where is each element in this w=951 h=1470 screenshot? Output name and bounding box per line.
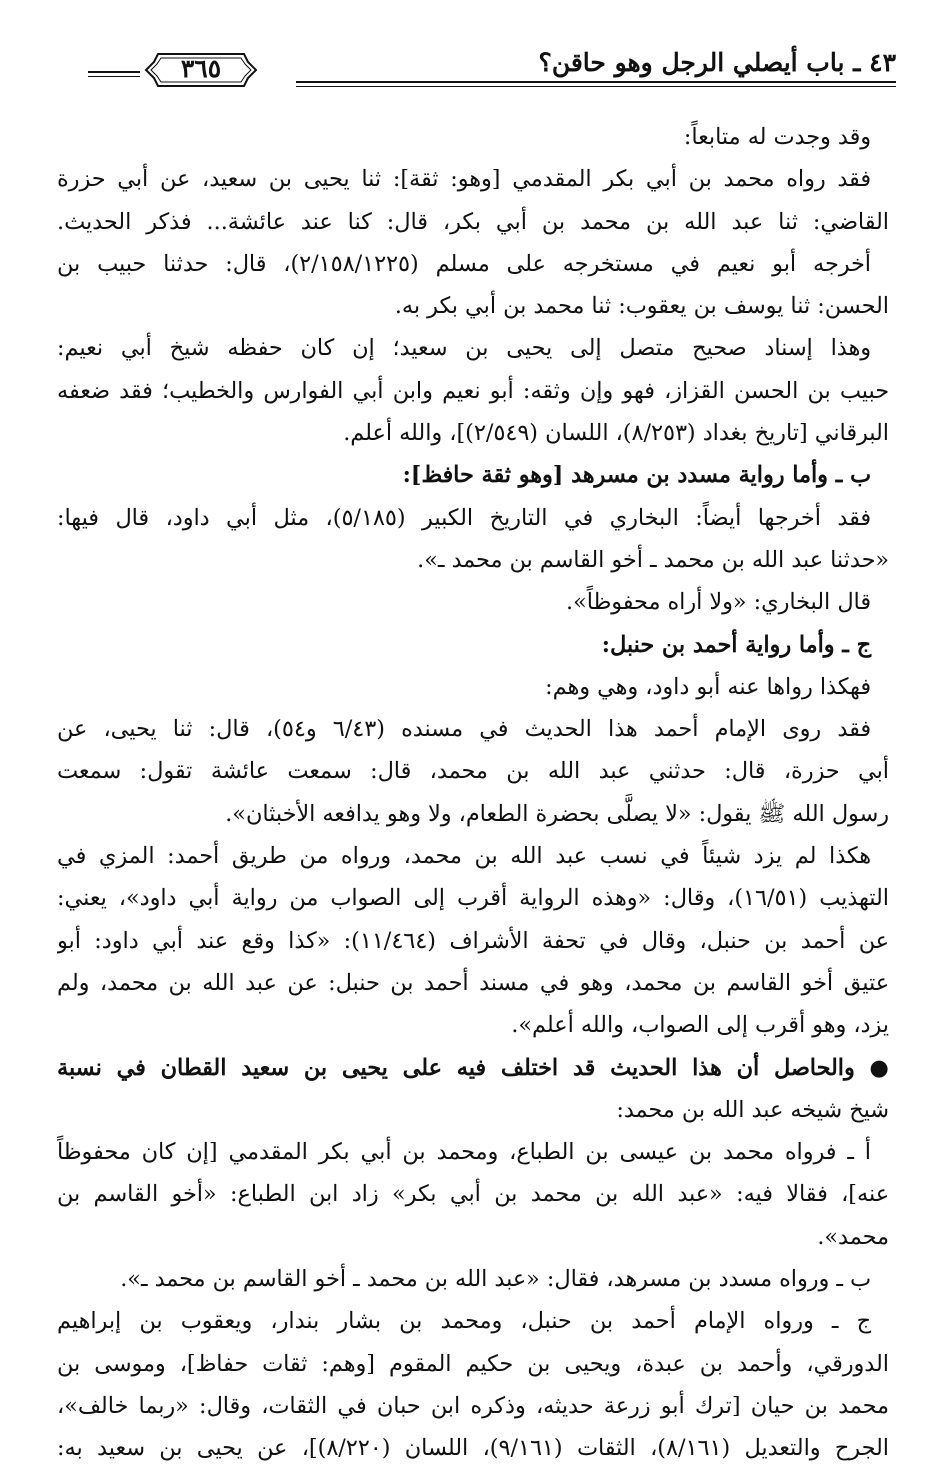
text-line: عن أحمد بن حنبل، وقال في تحفة الأشراف (١١/٤٦٤): «كذا وقع عند أبي داود: أبو [57, 927, 889, 954]
text-line: ج ـ ورواه الإمام أحمد بن حنبل، ومحمد بن بشار بندار، ويعقوب بن إبراهيم [57, 1308, 871, 1335]
text-line: أخرجه أبو نعيم في مستخرجه على مسلم (٢/١٥٨/١٢٢٥)، قال: حدثنا حبيب بن [57, 250, 872, 277]
text-line: التهذيب (١٦/٥١)، وقال: «وهذه الرواية أقرب إلى الصواب من رواية أبي داود»، يعني: [57, 885, 889, 912]
header-rule-left [88, 71, 140, 73]
text-line: رسول الله ﷺ يقول: «لا يصلَّى بحضرة الطعام، ولا وهو يدافعه الأخبثان». [225, 800, 889, 827]
header-rule-right-under [296, 86, 896, 87]
text-line: «حدثنا عبد الله بن محمد ـ أخو القاسم بن محمد ـ». [417, 546, 889, 573]
text-line: عنه]، فقالا فيه: «عبد الله بن محمد بن أبي بكر» زاد ابن الطباع: «أخو القاسم بن [57, 1181, 889, 1208]
page-number-badge [142, 50, 260, 90]
text-line: ● والحاصل أن هذا الحديث قد اختلف فيه على يحيى بن سعيد القطان في نسبة [57, 1054, 889, 1081]
text-line: أبي حزرة، قال: حدثني عبد الله بن محمد، قال: سمعت عائشة تقول: سمعت [57, 758, 889, 785]
text-line: محمد». [817, 1223, 889, 1250]
page-header [60, 44, 896, 104]
text-line: يزد، وهو أقرب إلى الصواب، والله أعلم». [511, 1012, 889, 1039]
text-line: فقد أخرجها أيضاً: البخاري في التاريخ الكبير (٥/١٨٥)، مثل أبي داود، قال فيها: [57, 504, 872, 531]
text-line: وهذا إسناد صحيح متصل إلى يحيى بن سعيد؛ إن كان حفظه شيخ أبي نعيم: [57, 335, 871, 362]
text-line: الدورقي، وأحمد بن عبدة، ويحيى بن حكيم المقوم [وهم: ثقات حفاظ]، وموسى بن [57, 1350, 889, 1377]
page-body [57, 116, 889, 1470]
text-line: فقد روى الإمام أحمد هذا الحديث في مسنده (٦/٤٣ و٥٤)، قال: ثنا يحيى، عن [57, 716, 872, 743]
text-line: هكذا لم يزد شيئاً في نسب عبد الله بن محمد، ورواه من طريق أحمد: المزي في [57, 843, 871, 870]
text-line: وقد وجدت له متابعاً: [683, 124, 871, 150]
text-line: الحسن: ثنا يوسف بن يعقوب: ثنا محمد بن أبي بكر به. [394, 293, 889, 320]
text-line: ج ـ وأما رواية أحمد بن حنبل: [601, 631, 871, 658]
text-line: محمد بن حيان [ترك أبو زرعة حديثه، وذكره ابن حبان في الثقات، وقال: «ربما خالف»، [57, 1392, 889, 1419]
text-line: فهكذا رواها عنه أبو داود، وهي وهم: [545, 673, 871, 700]
text-line: الجرح والتعديل (٨/١٦١)، الثقات (٩/١٦١)، اللسان (٨/٢٢٠)]، عن يحيى بن سعيد به: [57, 1435, 889, 1462]
text-line: أ ـ فرواه محمد بن عيسى بن الطباع، ومحمد بن أبي بكر المقدمي [إن كان محفوظاً [57, 1139, 871, 1166]
header-rule-left-under [88, 76, 140, 77]
page-number: ٣٦٥ [180, 54, 222, 83]
text-line: حبيب بن الحسن القزاز، فهو وإن وثقه: أبو نعيم وابن أبي الفوارس والخطيب؛ فقد ضعفه [57, 377, 889, 404]
text-line: فقد رواه محمد بن أبي بكر المقدمي [وهو: ثقة]: ثنا يحيى بن سعيد، عن أبي حزرة [57, 166, 871, 193]
text-line: ب ـ وأما رواية مسدد بن مسرهد [وهو ثقة حافظ]: [402, 462, 871, 489]
text-line: شيخ شيخه عبد الله بن محمد: [616, 1096, 889, 1123]
text-line: ب ـ ورواه مسدد بن مسرهد، فقال: «عبد الله بن محمد ـ أخو القاسم بن محمد ـ». [120, 1266, 871, 1293]
chapter-title: ٤٣ ـ باب أيصلي الرجل وهو حاقن؟ [538, 48, 896, 77]
text-line: القاضي: ثنا عبد الله بن محمد بن أبي بكر، قال: كنا عند عائشة... فذكر الحديث. [57, 208, 889, 235]
text-line: قال البخاري: «ولا أراه محفوظاً». [565, 589, 871, 616]
text-line: عتيق أخو القاسم بن محمد، وهو في مسند أحمد بن حنبل: عن عبد الله بن محمد، ولم [57, 969, 889, 996]
text-line: البرقاني [تاريخ بغداد (٨/٢٥٣)، اللسان (٢/٥٤٩)]، والله أعلم. [343, 420, 889, 447]
header-rule-right [296, 81, 896, 83]
